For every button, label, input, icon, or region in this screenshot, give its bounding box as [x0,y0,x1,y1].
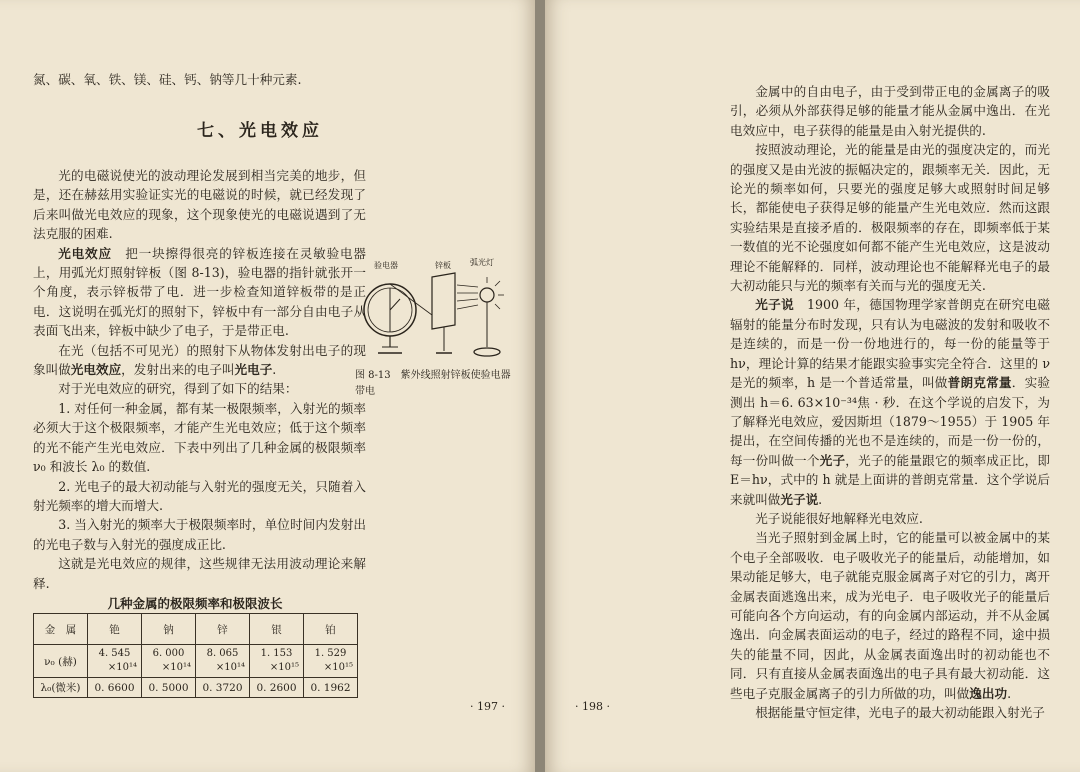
wave-cell: 0. 1962 [303,678,357,698]
paragraph [730,295,1050,508]
term-photoelectric-effect: 光电效应 [58,245,112,261]
freq-exponent: ×10¹⁴ [161,662,191,673]
paragraph-text: 1900 年，德国物理学家普朗克在研究电磁辐射的能量分布时发现，只有认为电磁波的发射和吸收不是连续的，而是一份一份地进行的，每一份的能量等于 hν，理论计算的结果才能跟实验事实完全符合．这里的 ν 是光的频率，h 是一个普适常量，叫做 [730,297,1050,391]
light-rays [457,285,478,309]
wave-cell: 0. 2600 [249,678,303,698]
top-line-text: 氮、碳、氧、铁、镁、硅、钙、钠等几十种元素. [33,72,302,87]
freq-cell [87,645,141,678]
paragraph-text: 当光子照射到金属上时，它的能量可以被金属中的某个电子全部吸收．电子吸收光子的能量后，动能增加，如果动能足够大，电子就能克服金属离子对它的引力，离开金属表面逃逸出来，成为光电子．电子吸收光子的能量后可能向各个方向运动，有的向金属内部运动，并不从金属逸出．向金属表面运动的电子，经过的路程不同，途中损失的能量不同，因此，从金属表面逸出时的初动能也不同．只有直接从金属表面逸出的电子具有最大初动能．这些电子克服金属离子的引力所做的功，叫做 [730,530,1050,701]
freq-value: 4. 545 [98,648,131,659]
arc-lamp [480,288,494,302]
row-label: λ₀(微米) [34,678,88,698]
paragraph-text: ，发射出来的电子叫 [121,362,235,378]
apparatus-figure [360,255,525,365]
left-body [33,166,366,593]
freq-exponent: ×10¹⁵ [269,662,299,673]
electroscope-needle [390,299,400,310]
paragraph-text: . [818,491,823,507]
lamp-glow [487,277,504,309]
freq-value: 1. 529 [314,648,347,659]
term-photon: 光子 [819,452,846,468]
paragraph: 光子说能很好地解释光电效应. [755,510,923,526]
table-header-cell: 金 属 [34,614,88,645]
left-page [0,0,535,772]
freq-exponent: ×10¹⁴ [215,662,245,673]
paragraph-text: ，光子的能量跟它的频率成正比，即 E＝hν，式中的 h 就是上面讲的普朗克常量．这个学说后来就叫做 [730,452,1051,507]
paragraph: 这就是光电效应的规律，这些规律无法用波动理论来解释. [33,556,366,591]
top-line [33,70,363,89]
paragraph [33,341,366,380]
paragraph: 对于光电效应的研究，得到了如下的结果： [58,381,298,397]
paragraph-text: 在光（包括不可见光）的照射下从物体发射出电子的现象叫做 [33,342,366,378]
row-label: ν₀ (赫) [34,645,88,678]
result-item: 3. 当入射光的频率大于极限频率时，单位时间内发射出的光电子数与入射光的强度成正比. [33,517,366,552]
freq-value: 1. 153 [260,648,293,659]
paragraph: 金属中的自由电子，由于受到带正电的金属离子的吸引，必须从外部获得足够的能量才能从金属中逸出．在光电效应中，电子获得的能量是由入射光提供的. [730,84,1050,138]
section-heading: 七、光电效应 [197,121,323,141]
freq-value: 8. 065 [206,648,239,659]
freq-cell [195,645,249,678]
table-row-frequency [34,645,358,678]
paragraph-text: 把一块擦得很亮的锌板连接在灵敏验电器上，用弧光灯照射锌板（图 8-13)，验电器的指针就张开一个角度，表示锌板带了电．进一步检查知道锌板带的是正电．这说明在弧光灯的照射下，锌板中有一部分自由电子从表面飞出来，锌板中缺少了电子，于是带正电. [33,245,367,339]
paragraph-text: ．实验测出 h＝6. 63×10⁻³⁴焦 · 秒．在这个学说的启发下，为了解释光电效应，爱因斯坦（1879～1955）于 1905 年提出，在空间传播的光也不是连续的，而是一份一份的，每一份叫做一个 [730,375,1050,468]
right-page [545,0,1080,772]
wave-cell: 0. 3720 [195,678,249,698]
table-header-cell: 钠 [141,614,195,645]
freq-cell [141,645,195,678]
wire [390,284,432,315]
book-gutter [535,0,545,772]
result-item: 1. 对任何一种金属，都有某一极限频率，入射光的频率必须大于这个极限频率，才能产生光电效应；低于这个频率的光不能产生光电效应．下表中列出了几种金属的极限频率 ν₀ 和波长 λ₀ 的数值. [33,400,366,475]
table-row-wavelength [34,678,358,698]
page-number: · 197 · [470,700,505,713]
wave-cell: 0. 6600 [87,678,141,698]
metals-table [33,613,358,698]
result-item: 2. 光电子的最大初动能与入射光的强度无关，只随着入射光频率的增大而增大. [33,478,366,513]
paragraph [33,244,366,341]
freq-value: 6. 000 [152,648,185,659]
paragraph-text: . [272,362,277,378]
table-header-cell: 锌 [195,614,249,645]
table-header-cell: 铯 [87,614,141,645]
term: 光电子 [234,362,273,378]
paragraph: 光的电磁说使光的波动理论发展到相当完美的地步，但是，还在赫兹用实验证实光的电磁说的时候，就已经发现了后来叫做光电效应的现象，这个现象使光的电磁说遇到了无法克服的困难. [33,168,366,242]
term-planck-constant: 普朗克常量 [947,375,1012,391]
freq-exponent: ×10¹⁵ [323,662,353,673]
label-electroscope: 验电器 [374,261,398,270]
table-title: 几种金属的极限频率和极限波长 [107,596,283,611]
term-work-function: 逸出功 [969,685,1008,701]
paragraph: 按照波动理论，光的能量是由光的强度决定的，而光的强度又是由光波的振幅决定的，跟频率无关．因此，无论光的频率如何，只要光的强度足够大或照射时间足够长，都能使电子获得足够的能量产生光电效应．然而这跟实验结果是直接矛盾的．极限频率的存在，即频率低于某一数值的光不论强度如何都不能产生光电效应，这是波动理论不能解释的．同样，波动理论也不能解释光电子的最大初动能只与光的频率有关而与光的强度无关. [730,142,1050,294]
paragraph [730,528,1050,703]
label-lamp: 弧光灯 [470,258,494,267]
freq-exponent: ×10¹⁴ [107,662,137,673]
term-photon-theory: 光子说 [755,297,794,313]
page-number: · 198 · [575,700,610,713]
freq-cell [249,645,303,678]
label-zinc: 锌板 [435,261,451,270]
paragraph: 根据能量守恒定律，光电子的最大初动能跟入射光子 [755,705,1045,720]
table-header-cell: 铂 [303,614,357,645]
zinc-plate [432,273,455,329]
term: 光电效应 [70,362,122,378]
paragraph-text: . [1007,685,1012,701]
lamp-base [474,348,500,356]
figure-caption: 图 8-13 紫外线照射锌板使验电器带电 [355,370,511,397]
term-photon-theory: 光子说 [780,491,819,507]
wave-cell: 0. 5000 [141,678,195,698]
table-header-row [34,614,358,645]
freq-cell [303,645,357,678]
right-body [730,82,1050,722]
table-header-cell: 银 [249,614,303,645]
